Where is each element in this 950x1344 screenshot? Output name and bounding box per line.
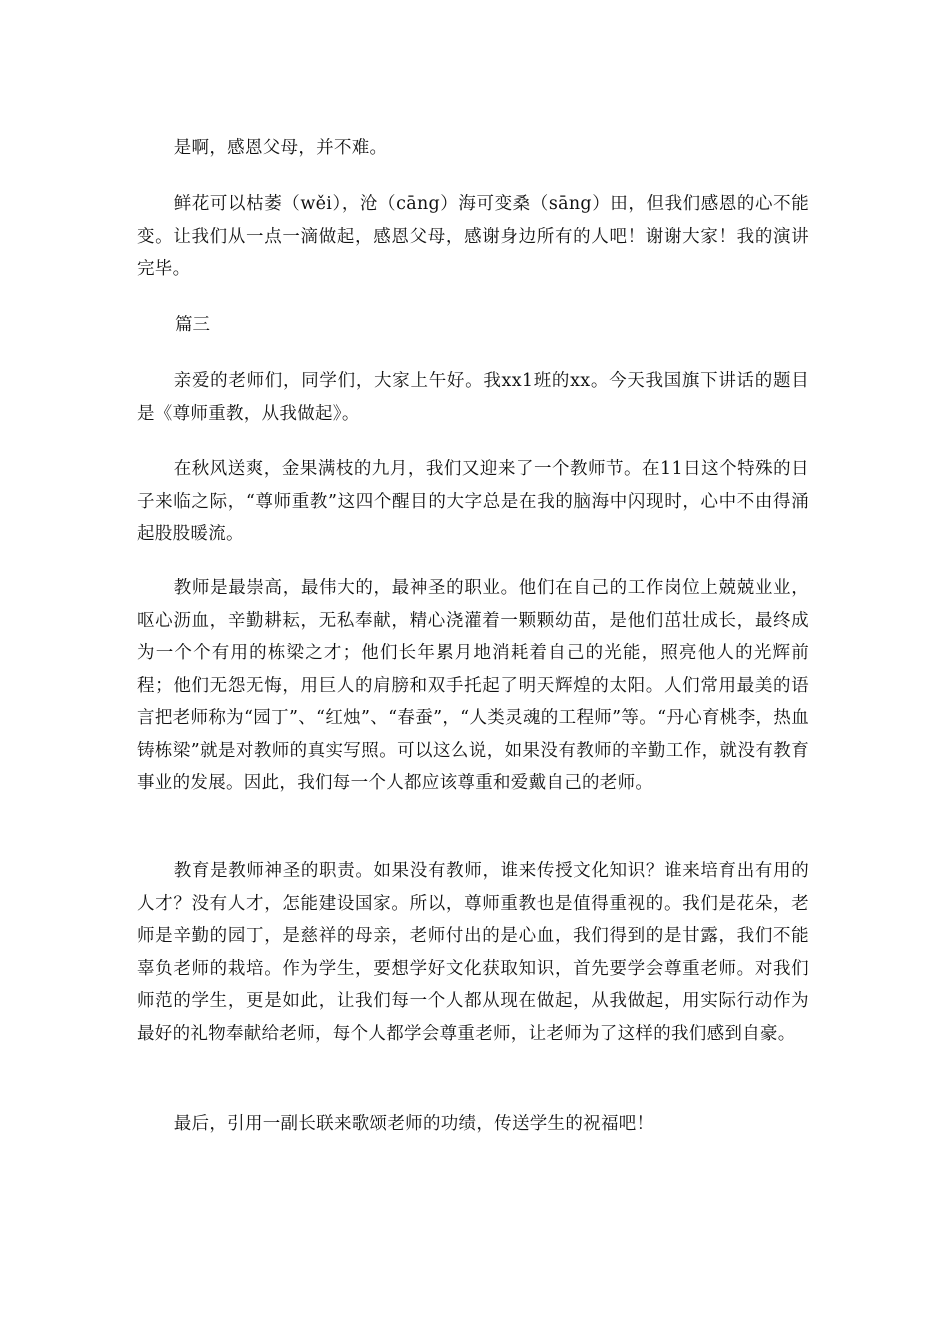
paragraph-3: 亲爱的老师们，同学们，大家上午好。我xx1班的xx。今天我国旗下讲话的题目是《尊师重教，从我做起》。: [137, 371, 809, 424]
paragraph-7: 最后，引用一副长联来歌颂老师的功绩，传送学生的祝福吧！: [173, 1114, 655, 1134]
paragraph-4: 在秋风送爽，金果满枝的九月，我们又迎来了一个教师节。在11日这个特殊的日子来临之际，“尊师重教”这四个醒目的大字总是在我的脑海中闪现时，心中不由得涌起股股暖流。: [137, 459, 809, 544]
paragraph-6: 教育是教师神圣的职责。如果没有教师，谁来传授文化知识？谁来培育出有用的人才？没有人才，怎能建设国家。所以，尊师重教也是值得重视的。我们是花朵，老师是辛勤的园丁，是慈祥的母亲，老师付出的是心血，我们得到的是甘露，我们不能辜负老师的栽培。作为学生，要想学好文化获取知识，首先要学会尊重老师。对我们师范的学生，更是如此，让我们每一个人都从现在做起，从我做起，用实际行动作为最好的礼物奉献给老师，每个人都学会尊重老师，让老师为了这样的我们感到自豪。: [137, 861, 809, 1044]
paragraph-1: 是啊，感恩父母，并不难。: [173, 138, 388, 158]
section-heading: 篇三: [175, 315, 210, 335]
paragraph-2: 鲜花可以枯萎（wěi），沧（cāng）海可变桑（sāng）田，但我们感恩的心不能变。让我们从一点一滴做起，感恩父母，感谢身边所有的人吧！谢谢大家！我的演讲完毕。: [137, 194, 809, 279]
paragraph-5: 教师是最崇高，最伟大的，最神圣的职业。他们在自己的工作岗位上兢兢业业，呕心沥血，辛勤耕耘，无私奉献，精心浇灌着一颗颗幼苗，是他们茁壮成长，最终成为一个个有用的栋梁之才；他们长年累月地消耗着自己的光能，照亮他人的光辉前程；他们无怨无悔，用巨人的肩膀和双手托起了明天辉煌的太阳。人们常用最美的语言把老师称为“园丁”、“红烛”、“春蚕”，“人类灵魂的工程师”等。“丹心育桃李，热血铸栋梁”就是对教师的真实写照。可以这么说，如果没有教师的辛勤工作，就没有教育事业的发展。因此，我们每一个人都应该尊重和爱戴自己的老师。: [137, 578, 809, 793]
